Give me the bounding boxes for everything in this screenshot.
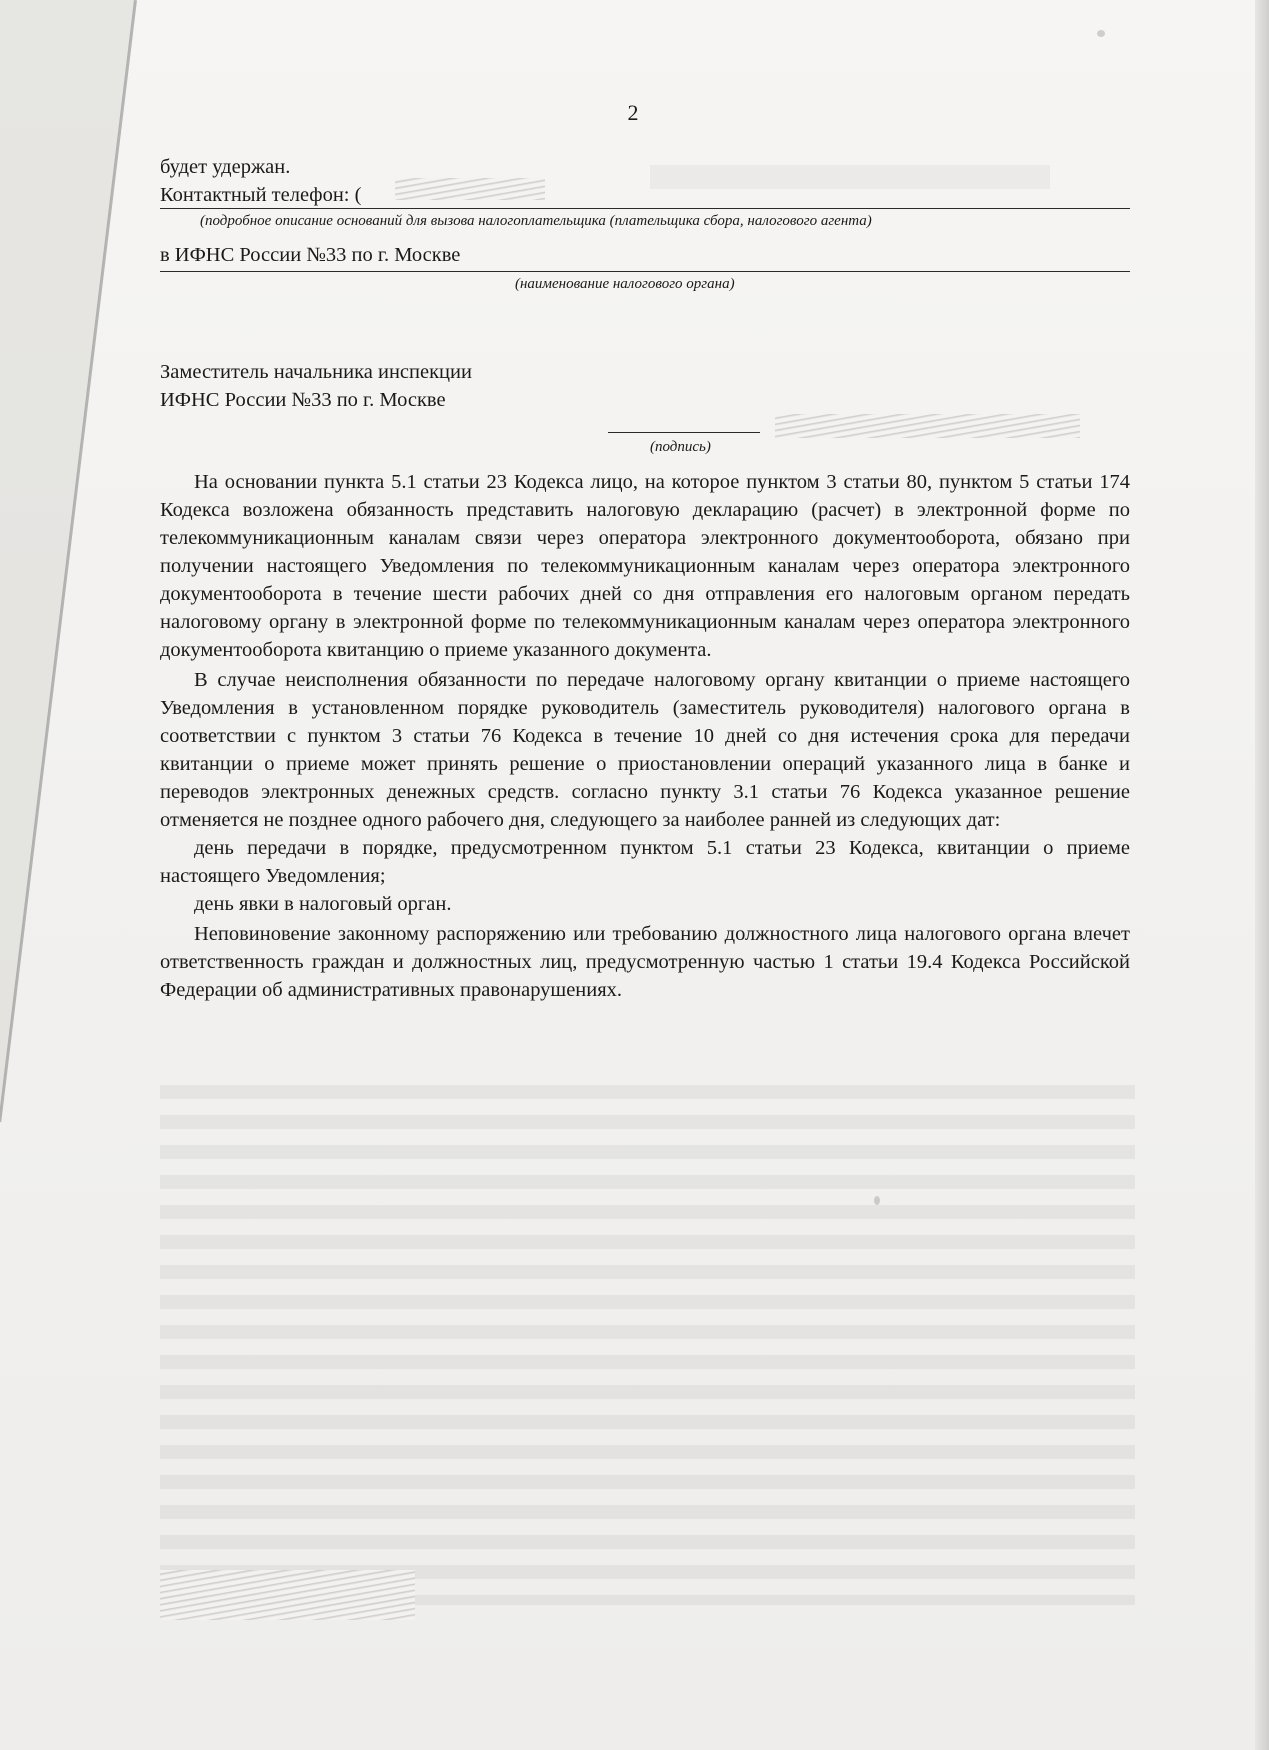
signature-line xyxy=(608,432,760,433)
scan-speck xyxy=(874,1196,880,1205)
bleed-through-block xyxy=(160,1085,1135,1605)
bleed-through-header xyxy=(650,165,1050,189)
paragraph-non-compliance: В случае неисполнения обязанности по передаче налоговому органу квитанции о приеме настоящего Уведомления в установленном порядке руководитель (заместитель руководителя) налогового органа в соответствии с пунктом 3 статьи 76 Кодекса в течение 10 дней со дня истечения срока для передачи квитанции о приеме может принять решение о приостановлении операций указанного лица в банке и переводов электронных денежных средств. согласно пункту 3.1 статьи 76 Кодекса указанное решение отменяется не позднее одного рабочего дня, следующего за наиболее ранней из следующих дат: xyxy=(160,669,1130,831)
reason-underline xyxy=(160,208,1130,209)
notice-body xyxy=(160,468,1130,1004)
redacted-footer-mark xyxy=(160,1570,415,1620)
reason-caption: (подробное описание оснований для вызова налогоплательщика (плательщика сбора, налогового агента) xyxy=(200,213,872,229)
signature-caption: (подпись) xyxy=(650,439,711,455)
tax-authority-underline xyxy=(160,271,1130,272)
redacted-phone-number xyxy=(395,178,545,200)
signatory-position-line-1: Заместитель начальника инспекции xyxy=(160,361,472,383)
paragraph-date-option-1: день передачи в порядке, предусмотренном пунктом 5.1 статьи 23 Кодекса, квитанции о приеме настоящего Уведомления; xyxy=(160,837,1130,887)
tax-authority-name: в ИФНС России №33 по г. Москве xyxy=(160,244,461,266)
paragraph-date-option-2: день явки в налоговый орган. xyxy=(194,893,452,915)
page-right-edge xyxy=(1255,0,1269,1750)
scan-speck xyxy=(1097,30,1105,37)
paragraph-liability: Неповиновение законному распоряжению или требованию должностного лица налогового органа влечет ответственность граждан и должностных лиц, предусмотренную частью 1 статьи 19.4 Кодекса Российской Федерации об административных правонарушениях. xyxy=(160,923,1130,1001)
contact-phone-line xyxy=(160,181,361,209)
redacted-signature-name xyxy=(775,414,1080,438)
paragraph-legal-basis: На основании пункта 5.1 статьи 23 Кодекса лицо, на которое пунктом 3 статьи 80, пунктом 5 статьи 174 Кодекса возложена обязанность представить налоговую декларацию (расчет) в электронной форме по телекоммуникационным каналам связи через оператора электронного документооборота, обязано при получении настоящего Уведомления по телекоммуникационным каналам через оператора электронного документооборота в течение шести рабочих дней со дня отправления его налоговым органом передать налоговому органу в электронной форме по телекоммуникационным каналам через оператора электронного документооборота квитанцию о приеме указанного документа. xyxy=(160,471,1130,661)
header-line-1: будет удержан. xyxy=(160,156,291,178)
tax-authority-caption: (наименование налогового органа) xyxy=(515,276,735,292)
page-number: 2 xyxy=(627,100,639,125)
contact-phone-label: Контактный телефон: ( xyxy=(160,184,362,206)
signatory-position-line-2: ИФНС России №33 по г. Москве xyxy=(160,389,446,411)
